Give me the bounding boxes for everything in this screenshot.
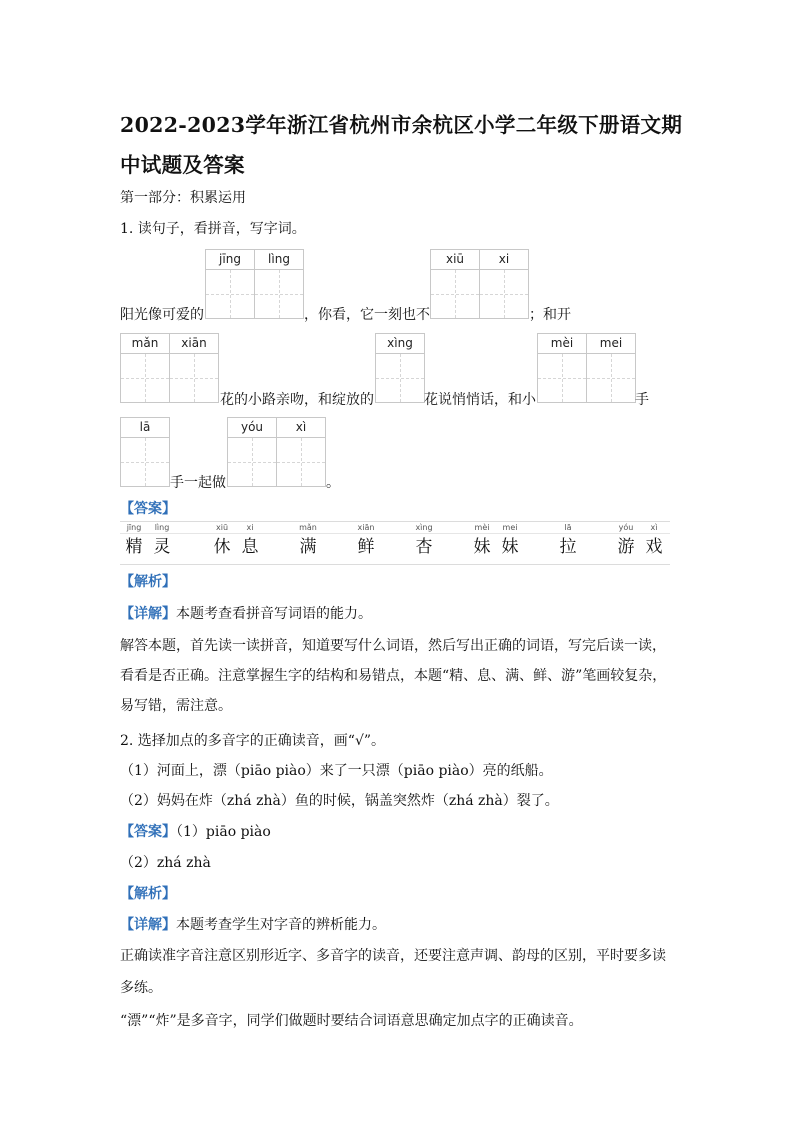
answer-char: xiān 鲜 — [357, 523, 375, 557]
pinyin-box-youxi[interactable] — [227, 417, 326, 487]
q1-text-seg2: ，你看，它一刻也不 — [304, 307, 430, 323]
pinyin-label: mei — [587, 333, 635, 354]
pinyin-label: mèi — [538, 333, 586, 354]
analysis-2-p1: 正确读准字音注意区别形近字、多音字的读音，还要注意声调、韵母的区别，平时要多读 — [120, 948, 666, 964]
answer-tag-1: 【答案】 — [120, 501, 176, 517]
pinyin-label: xi — [480, 249, 528, 270]
pinyin-box-la[interactable] — [120, 417, 170, 487]
pinyin-label: xiān — [170, 333, 218, 354]
pinyin-box-manxian[interactable] — [120, 333, 219, 403]
page-title-line-2: 中试题及答案 — [120, 153, 245, 177]
answer-char: mèi 妹 — [473, 523, 491, 557]
answer-char: xi 息 — [241, 523, 259, 557]
answer-char: xiū 休 — [213, 523, 231, 557]
pinyin-box-xiuxi[interactable] — [430, 249, 529, 319]
pinyin-box-jingling[interactable] — [205, 249, 304, 319]
q1-text-seg7: 手一起做 — [170, 475, 226, 491]
pinyin-label: xìng — [376, 333, 424, 354]
answer-char: yóu 游 — [617, 523, 635, 557]
answer-char: jīng 精 — [125, 523, 143, 557]
pinyin-label: yóu — [228, 417, 276, 438]
q2-sentence-1: （1）河面上，漂（piāo piào）来了一只漂（piāo piào）亮的纸船。 — [120, 763, 553, 779]
analysis-1-p3: 易写错，需注意。 — [120, 698, 232, 714]
pinyin-box-xing[interactable] — [375, 333, 425, 403]
pinyin-label: lā — [121, 417, 169, 438]
answer-char: mǎn 满 — [299, 523, 317, 557]
q1-text-seg1: 阳光像可爱的 — [120, 307, 204, 323]
q1-text-seg3: ；和开 — [529, 307, 571, 323]
pinyin-label: jīng — [206, 249, 254, 270]
analysis-tag-1: 【解析】 — [120, 574, 176, 590]
detail-1: 【详解】本题考查看拼音写词语的能力。 — [120, 606, 372, 622]
answer-char: mei 妹 — [501, 523, 519, 557]
q2-prompt: 2. 选择加点的多音字的正确读音，画“√”。 — [120, 733, 386, 749]
pinyin-label: lìng — [255, 249, 303, 270]
pinyin-label: mǎn — [121, 333, 169, 354]
pinyin-box-meimei[interactable] — [537, 333, 636, 403]
answer-char: xìng 杏 — [415, 523, 433, 557]
answer-strip — [120, 521, 670, 565]
answer-2-line-1: 【答案】（1）piāo piào — [120, 824, 271, 840]
analysis-1-p2: 看看是否正确。注意掌握生字的结构和易错点，本题“精、息、满、鲜、游”笔画较复杂， — [120, 668, 667, 684]
pinyin-label: xiū — [431, 249, 479, 270]
q1-prompt: 1. 读句子，看拼音，写字词。 — [120, 221, 306, 237]
answer-2-line-2: （2）zhá zhà — [120, 855, 211, 871]
analysis-2-p2: 多练。 — [120, 980, 162, 996]
page-title-line-1: 2022-2023学年浙江省杭州市余杭区小学二年级下册语文期 — [120, 113, 683, 137]
pinyin-label: xì — [277, 417, 325, 438]
analysis-2-p3: “漂”“炸”是多音字，同学们做题时要结合词语意思确定加点字的正确读音。 — [120, 1013, 583, 1029]
answer-char: xì 戏 — [645, 523, 663, 557]
q1-text-seg4: 花的小路亲吻，和绽放的 — [220, 392, 374, 408]
analysis-1-p1: 解答本题，首先读一读拼音，知道要写什么词语，然后写出正确的词语，写完后读一读， — [120, 638, 666, 654]
answer-char: lìng 灵 — [153, 523, 171, 557]
q1-text-seg8: 。 — [326, 475, 340, 491]
q1-text-seg5: 花说悄悄话，和小 — [424, 392, 536, 408]
answer-char: lā 拉 — [559, 523, 577, 557]
section-heading: 第一部分：积累运用 — [120, 190, 246, 206]
analysis-tag-2: 【解析】 — [120, 886, 176, 902]
q2-sentence-2: （2）妈妈在炸（zhá zhà）鱼的时候，锅盖突然炸（zhá zhà）裂了。 — [120, 793, 559, 809]
q1-text-seg6: 手 — [635, 392, 649, 408]
detail-2: 【详解】本题考查学生对字音的辨析能力。 — [120, 917, 386, 933]
